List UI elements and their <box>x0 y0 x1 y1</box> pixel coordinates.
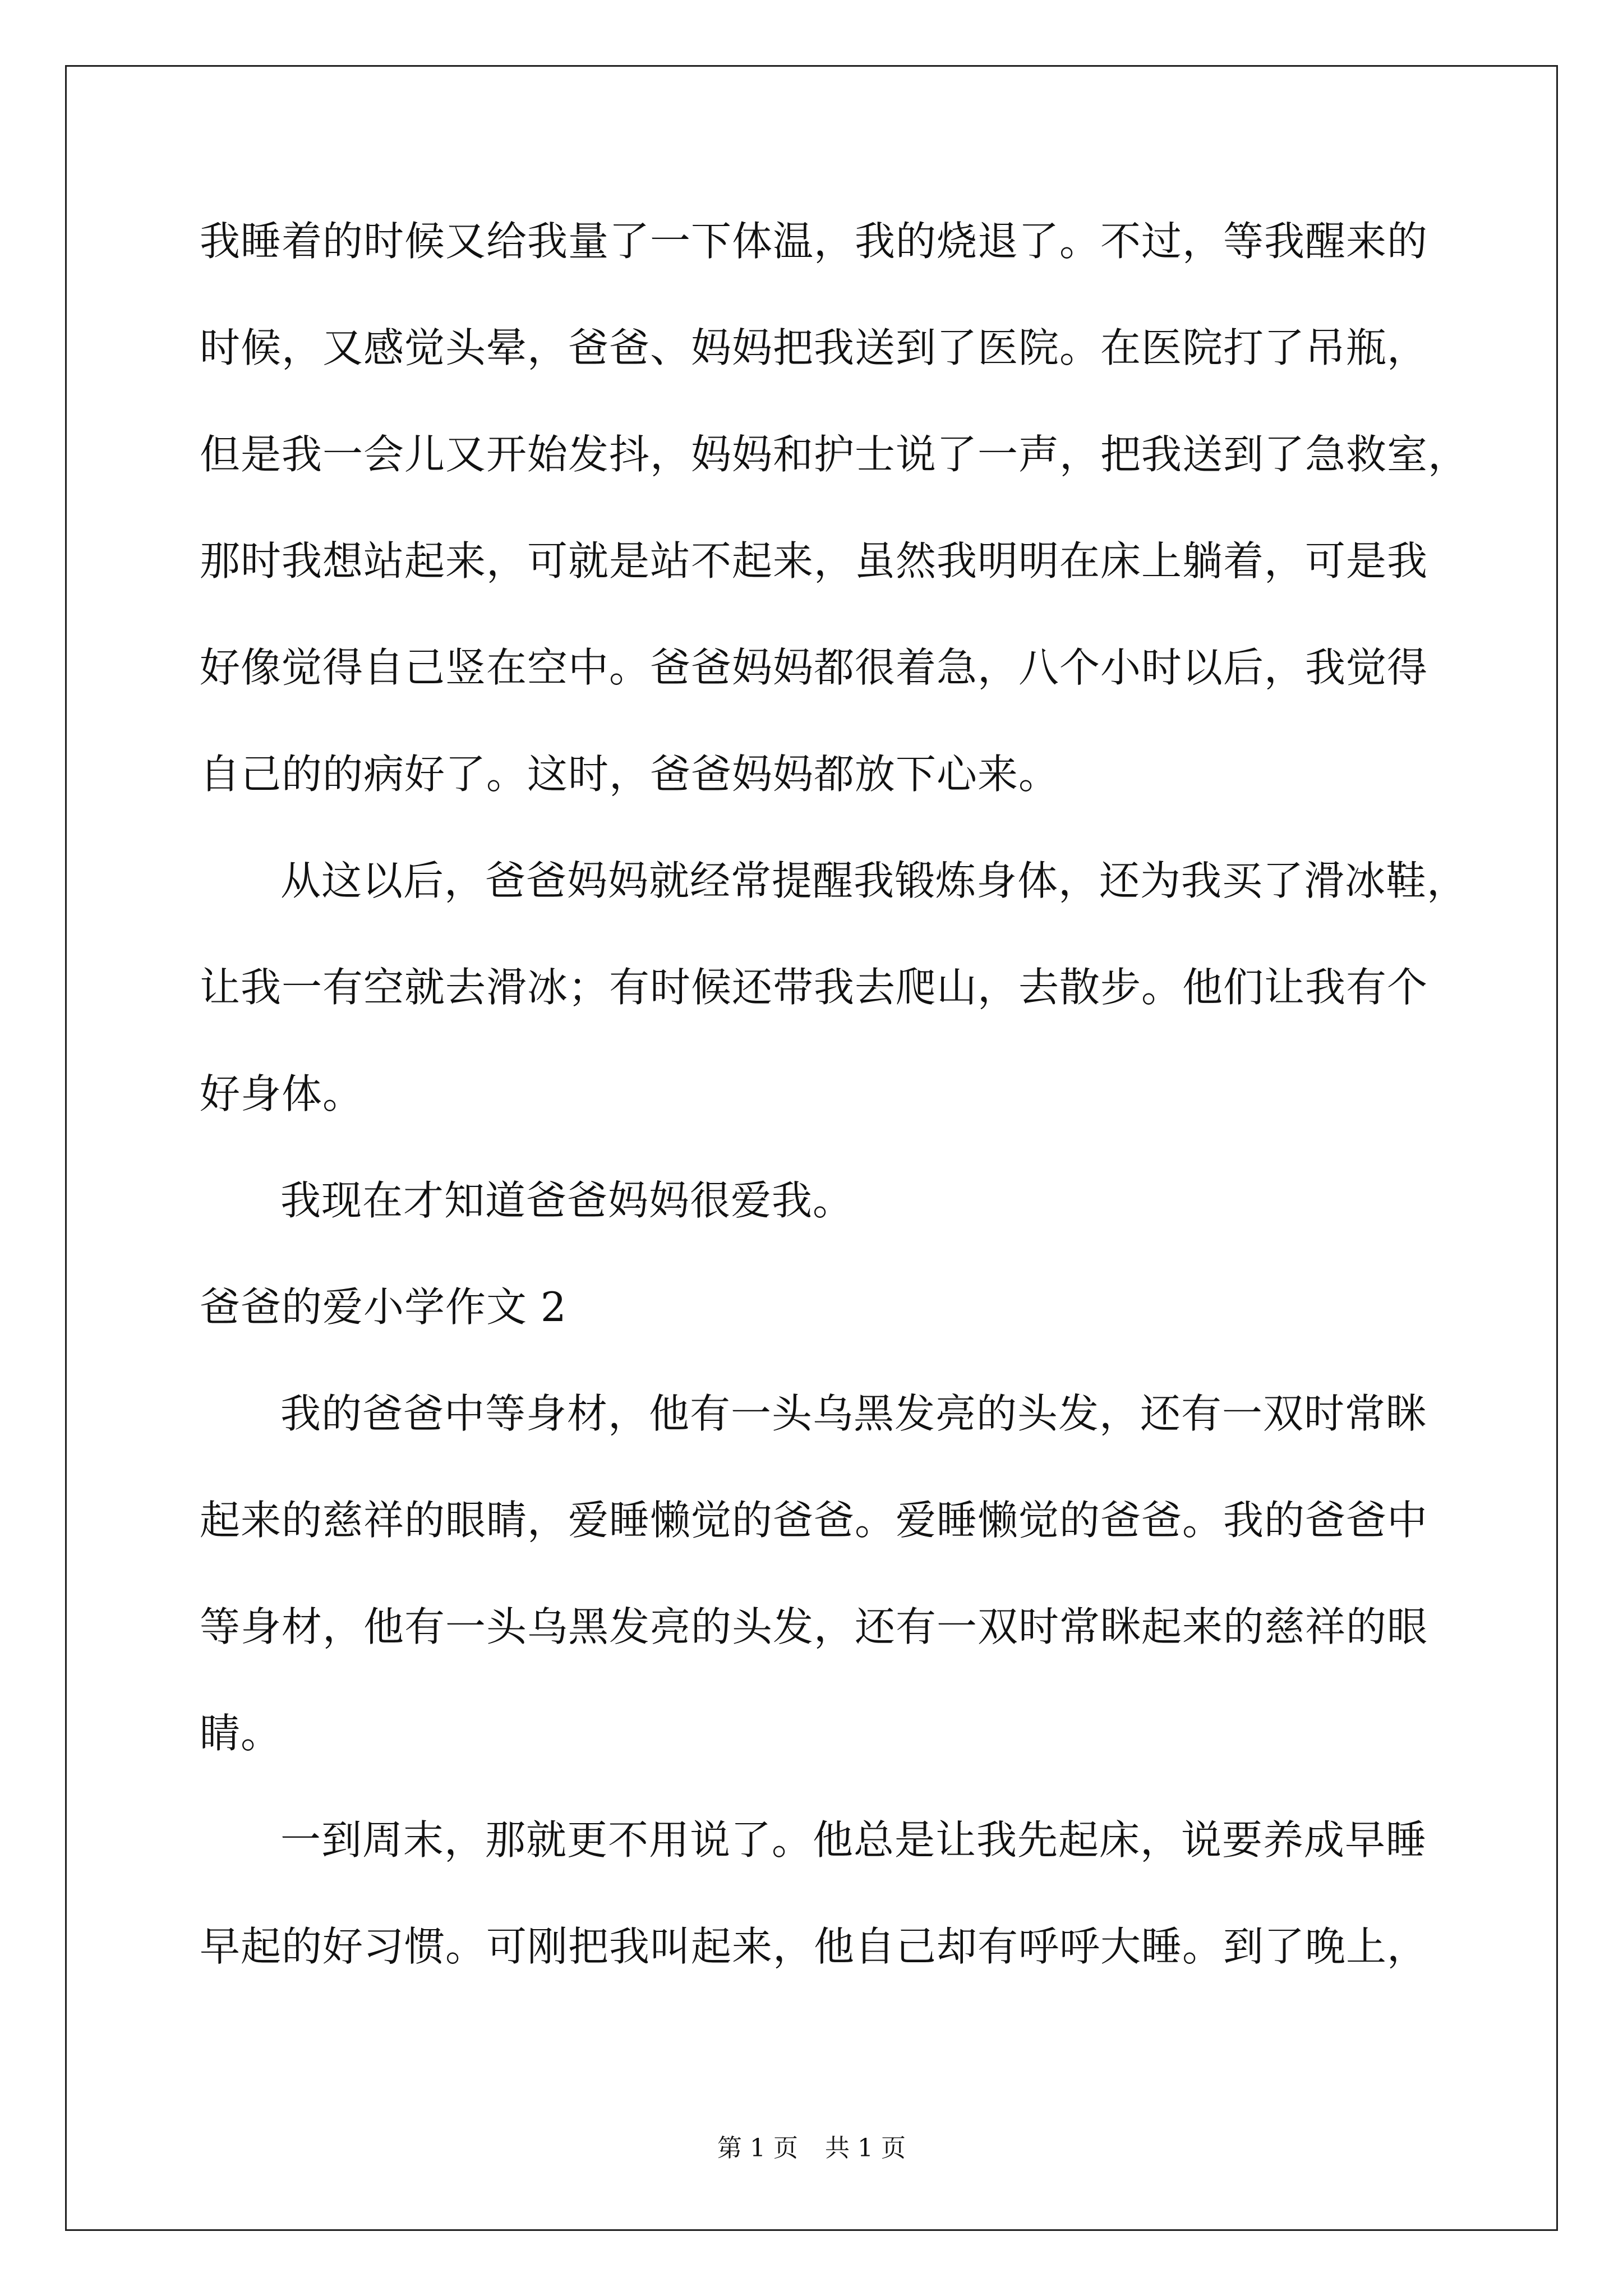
page-border <box>65 65 1558 2231</box>
body-line: 那时我想站起来，可就是站不起来，虽然我明明在床上躺着，可是我 <box>200 537 1428 585</box>
body-line: 好身体。 <box>200 1070 364 1117</box>
body-line: 但是我一会儿又开始发抖，妈妈和护士说了一声，把我送到了急救室， <box>200 431 1469 478</box>
body-line: 好像觉得自己竖在空中。爸爸妈妈都很着急，八个小时以后，我觉得 <box>200 644 1428 691</box>
body-line: 从这以后，爸爸妈妈就经常提醒我锻炼身体，还为我买了滑冰鞋， <box>280 857 1468 904</box>
body-line: 等身材，他有一头乌黑发亮的头发，还有一双时常眯起来的慈祥的眼 <box>200 1603 1428 1650</box>
body-line: 我现在才知道爸爸妈妈很爱我。 <box>280 1177 854 1224</box>
body-line: 睛。 <box>200 1710 282 1757</box>
page-number: 第 1 页 <box>717 2134 798 2162</box>
body-line: 让我一有空就去滑冰；有时候还带我去爬山，去散步。他们让我有个 <box>200 964 1428 1011</box>
body-line: 早起的好习惯。可刚把我叫起来，他自己却有呼呼大睡。到了晚上， <box>200 1923 1428 1970</box>
body-line: 我的爸爸中等身材，他有一头乌黑发亮的头发，还有一双时常眯 <box>280 1390 1427 1437</box>
body-line: 起来的慈祥的眼睛，爱睡懒觉的爸爸。爱睡懒觉的爸爸。我的爸爸中 <box>200 1497 1428 1544</box>
page-footer <box>0 2132 1623 2165</box>
body-line: 自己的的病好了。这时，爸爸妈妈都放下心来。 <box>200 751 1060 798</box>
section-heading: 爸爸的爱小学作文 2 <box>200 1283 567 1331</box>
body-line: 我睡着的时候又给我量了一下体温，我的烧退了。不过，等我醒来的 <box>200 218 1428 265</box>
body-line: 一到周末，那就更不用说了。他总是让我先起床，说要养成早睡 <box>280 1816 1427 1864</box>
body-line: 时候，又感觉头晕，爸爸、妈妈把我送到了医院。在医院打了吊瓶， <box>200 324 1428 371</box>
page-total: 共 1 页 <box>825 2134 906 2162</box>
